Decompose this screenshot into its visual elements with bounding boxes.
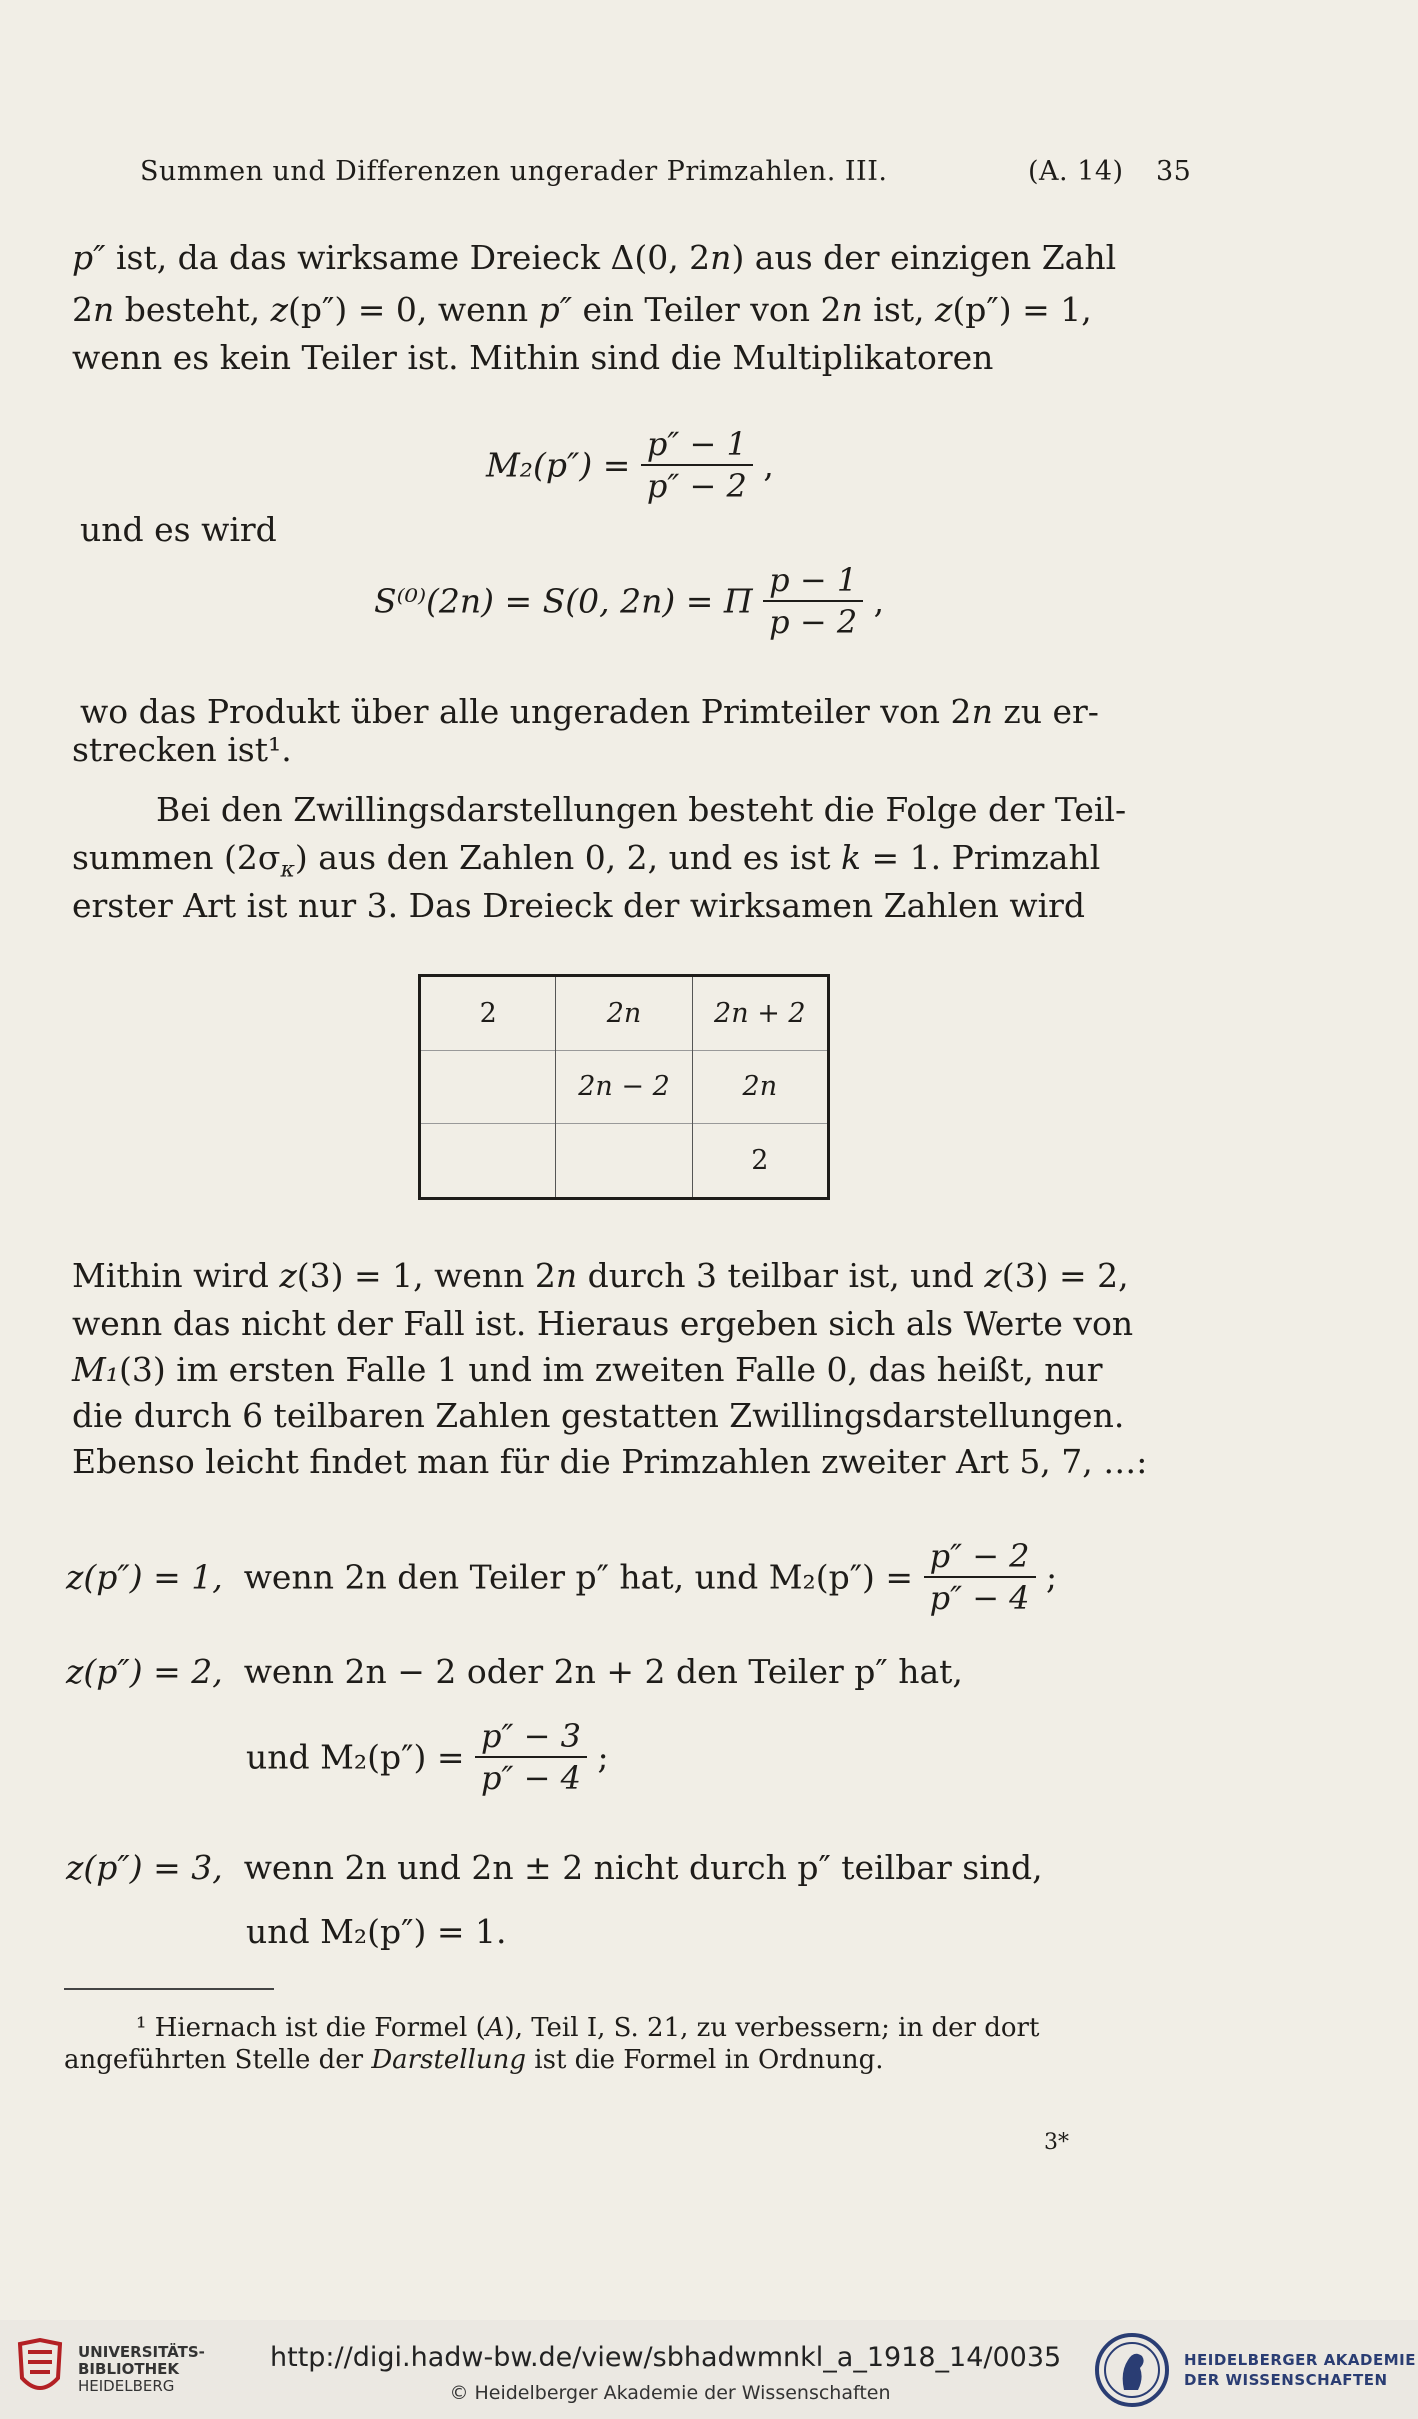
para3-line1: Bei den Zwillingsdarstellungen besteht die Folge der Teil- xyxy=(156,790,1127,829)
case2-line1: z(p″) = 2, wenn 2n − 2 oder 2n + 2 den Teiler p″ hat, xyxy=(66,1652,963,1691)
und-es-wird: und es wird xyxy=(80,510,277,549)
para1-line1: p″ ist, da das wirksame Dreieck Δ(0, 2n) aus der einzigen Zahl xyxy=(72,238,1117,277)
fraction-product: $\frac{p - 1}{p - 2}$ xyxy=(763,560,863,642)
academy-seal-icon xyxy=(1094,2332,1170,2408)
header-title: Summen und Differenzen ungerader Primzahlen. III. xyxy=(140,156,888,187)
para4-line4: die durch 6 teilbaren Zahlen gestatten Zwillingsdarstellungen. xyxy=(72,1396,1125,1435)
equation-multiplier: M₂(p″) = $\frac{p'' - 1}{p'' - 2}$ , xyxy=(486,425,774,505)
para3-line3: erster Art ist nur 3. Das Dreieck der wirksamen Zahlen wird xyxy=(72,886,1086,925)
para4-line3: M₁(3) im ersten Falle 1 und im zweiten Falle 0, das heißt, nur xyxy=(72,1350,1103,1389)
case3-line2: und M₂(p″) = 1. xyxy=(246,1912,507,1951)
header-section: (A. 14) xyxy=(1028,156,1124,187)
fraction-case1: $\frac{p'' - 2}{p'' - 4}$ xyxy=(924,1536,1036,1618)
footnote-rule xyxy=(64,1988,274,1990)
effective-numbers-triangle xyxy=(418,974,830,1200)
case1-equation: z(p″) = 1, wenn 2n den Teiler p″ hat, und M₂(p″) = $\frac{p'' - 2}{p'' - 4}$ ; xyxy=(66,1537,1058,1617)
fraction-case2: $\frac{p'' - 3}{p'' - 4}$ xyxy=(475,1716,587,1798)
footnote-line2: angeführten Stelle der Darstellung ist die Formel in Ordnung. xyxy=(64,2045,884,2075)
digitization-footer xyxy=(0,2320,1418,2419)
triangle-cell: 2n + 2 xyxy=(692,976,828,1051)
fraction-multiplier: $\frac{p'' - 1}{p'' - 2}$ xyxy=(641,424,753,506)
copyright-notice: © Heidelberger Akademie der Wissenschaften xyxy=(449,2382,891,2404)
para2-line1: wo das Produkt über alle ungeraden Primteiler von 2n zu er- xyxy=(80,692,1099,731)
triangle-cell: 2n xyxy=(556,976,692,1051)
footnote-line1: ¹ Hiernach ist die Formel (A), Teil I, S. 21, zu verbessern; in der dort xyxy=(136,2013,1040,2043)
para3-line2: summen $(2\sigma_\kappa)$ aus den Zahlen 0, 2, und es ist k = 1. Primzahl xyxy=(72,838,1101,883)
equation-product: S⁽⁰⁾(2n) = S(0, 2n) = Π $\frac{p - 1}{p - 2}$ , xyxy=(374,561,885,641)
para1-line3: wenn es kein Teiler ist. Mithin sind die Multiplikatoren xyxy=(72,338,994,377)
para1-line2: 2n besteht, z(p″) = 0, wenn p″ ein Teiler von 2n ist, z(p″) = 1, xyxy=(72,290,1092,329)
triangle-cell xyxy=(420,1051,556,1124)
permalink-url[interactable]: http://digi.hadw-bw.de/view/sbhadwmnkl_a_1918_14/0035 xyxy=(270,2342,1062,2373)
triangle-row xyxy=(420,976,829,1051)
triangle-cell xyxy=(420,1123,556,1198)
triangle-cell: 2n − 2 xyxy=(556,1051,692,1124)
triangle-row xyxy=(420,1123,829,1198)
signature-mark: 3* xyxy=(1044,2130,1069,2155)
triangle-cell: 2 xyxy=(692,1123,828,1198)
triangle-cell: 2 xyxy=(479,998,497,1030)
triangle-row xyxy=(420,1051,829,1124)
para2-line2: strecken ist¹. xyxy=(72,730,292,769)
triangle-cell xyxy=(556,1123,692,1198)
triangle-cell: 2n xyxy=(692,1051,828,1124)
para4-line2: wenn das nicht der Fall ist. Hieraus ergeben sich als Werte von xyxy=(72,1304,1134,1343)
case2-equation: und M₂(p″) = $\frac{p'' - 3}{p'' - 4}$ ; xyxy=(246,1717,609,1797)
para4-line1: Mithin wird z(3) = 1, wenn 2n durch 3 teilbar ist, und z(3) = 2, xyxy=(72,1256,1129,1295)
case3-line1: z(p″) = 3, wenn 2n und 2n ± 2 nicht durch p″ teilbar sind, xyxy=(66,1848,1043,1887)
university-library-logo-icon xyxy=(14,2338,66,2400)
university-library-name: UNIVERSITÄTS- BIBLIOTHEK HEIDELBERG xyxy=(78,2343,205,2395)
academy-name: HEIDELBERGER AKADEMIE DER WISSENSCHAFTEN xyxy=(1184,2351,1416,2389)
para4-line5: Ebenso leicht findet man für die Primzahlen zweiter Art 5, 7, …: xyxy=(72,1442,1148,1481)
page-number: 35 xyxy=(1156,156,1192,187)
